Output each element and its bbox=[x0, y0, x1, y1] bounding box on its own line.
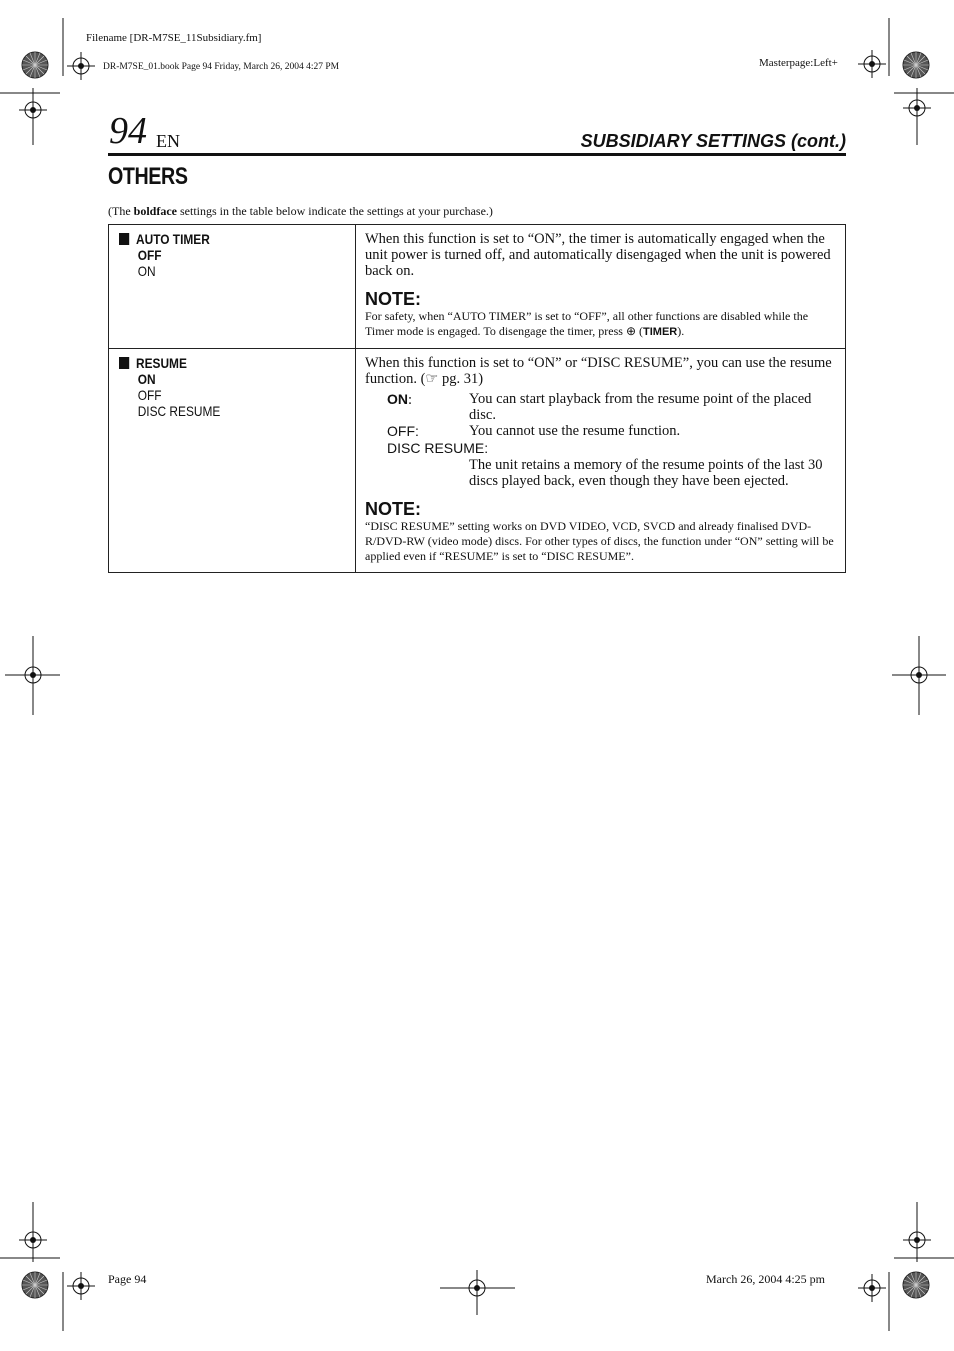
auto-timer-description: When this function is set to “ON”, the timer is automatically engaged when the unit power is turned off, and automatically disengaged when the unit is powered back on. bbox=[365, 231, 831, 279]
option-off: OFF bbox=[137, 387, 162, 403]
option-disc-resume: DISC RESUME bbox=[137, 403, 221, 419]
square-bullet-icon bbox=[119, 357, 129, 369]
page-heading: OTHERS bbox=[108, 163, 188, 190]
masterpage-label: Masterpage:Left+ bbox=[759, 57, 838, 69]
note-title: NOTE: bbox=[365, 499, 421, 519]
page-number: 94 bbox=[109, 110, 147, 152]
table-row bbox=[109, 349, 846, 573]
list-item: ON: You can start playback from the resume point of the placed disc. bbox=[387, 391, 812, 423]
square-bullet-icon bbox=[119, 233, 129, 245]
footer-date: March 26, 2004 4:25 pm bbox=[706, 1272, 825, 1286]
table-row bbox=[109, 225, 846, 349]
auto-timer-note: For safety, when “AUTO TIMER” is set to “OFF”, all other functions are disabled while the Timer mode is engaged. To disengage the timer, press ⊕ (TIMER). bbox=[365, 309, 809, 338]
language-label: EN bbox=[156, 131, 180, 151]
setting-cell-resume bbox=[109, 349, 356, 573]
book-info-label: DR-M7SE_01.book Page 94 Friday, March 26, 2004 4:27 PM bbox=[103, 62, 340, 72]
option-on: ON bbox=[137, 263, 156, 279]
filename-label: Filename [DR-M7SE_11Subsidiary.fm] bbox=[86, 32, 262, 44]
footer-page: Page 94 bbox=[108, 1272, 147, 1286]
description-cell-resume bbox=[356, 349, 846, 573]
setting-cell-auto-timer bbox=[109, 225, 356, 349]
intro-note: (The boldface settings in the table below indicate the settings at your purchase.) bbox=[108, 204, 493, 218]
resume-description: When this function is set to “ON” or “DISC RESUME”, you can use the resume function. (☞ pg. 31) bbox=[365, 355, 832, 387]
option-on-default: ON bbox=[137, 371, 156, 387]
description-cell-auto-timer bbox=[356, 225, 846, 349]
option-off-default: OFF bbox=[137, 247, 162, 263]
setting-title-auto-timer: AUTO TIMER bbox=[136, 231, 210, 247]
settings-table bbox=[108, 224, 846, 573]
list-item: DISC RESUME: The unit retains a memory of the resume points of the last 30 discs played back, even though they have been ejected. bbox=[387, 440, 823, 489]
list-item: OFF: You cannot use the resume function. bbox=[387, 423, 681, 439]
note-title: NOTE: bbox=[365, 289, 421, 309]
section-title: SUBSIDIARY SETTINGS (cont.) bbox=[580, 131, 846, 151]
resume-option-list bbox=[365, 391, 835, 489]
resume-note: “DISC RESUME” setting works on DVD VIDEO, VCD, SVCD and already finalised DVD-R/DVD-RW (video mode) discs. For other types of discs, the function under “ON” setting will be applied even if “RESUME” is set to “DISC RESUME”. bbox=[365, 519, 834, 563]
setting-title-resume: RESUME bbox=[136, 355, 187, 371]
header-rule bbox=[108, 153, 846, 156]
